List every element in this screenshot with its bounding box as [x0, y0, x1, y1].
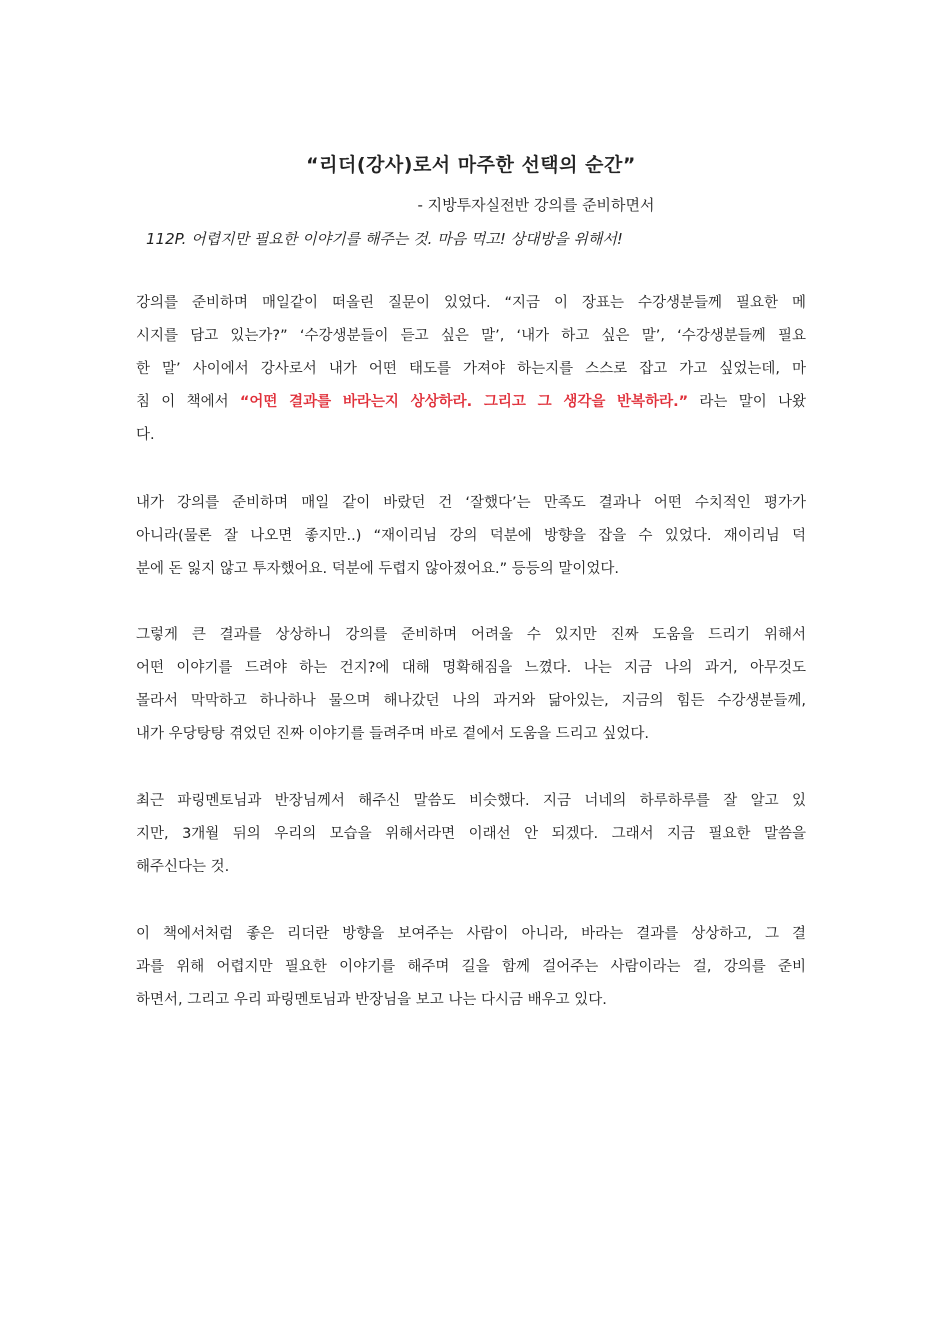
- paragraph-line: 시지를 담고 있는가?” ‘수강생분들이 듣고 싶은 말’, ‘내가 하고 싶은 말’, ‘수강생분들께 필요: [136, 328, 806, 344]
- highlighted-quote: “어떤 결과를 바라는지 상상하라. 그리고 그 생각을 반복하라.”: [239, 394, 689, 410]
- paragraph-line: 아니라(물론 잘 나오면 좋지만..) “재이리님 강의 덕분에 방향을 잡을 수 있었다. 재이리님 덕: [136, 528, 806, 544]
- line-prefix: 침 이 책에서: [136, 394, 240, 410]
- document-subtitle: - 지방투자실전반 강의를 준비하면서: [417, 196, 655, 214]
- paragraph-line: 분에 돈 잃지 않고 투자했어요. 덕분에 두렵지 않아졌어요.” 등등의 말이었다.: [136, 561, 620, 577]
- paragraph-line: 그렇게 큰 결과를 상상하니 강의를 준비하며 어려울 수 있지만 진짜 도움을 드리기 위해서: [136, 627, 806, 643]
- paragraph-3: [136, 619, 806, 751]
- paragraph-line: 하면서, 그리고 우리 파링멘토님과 반장님을 보고 나는 다시금 배우고 있다.: [136, 992, 607, 1008]
- paragraph-line: 과를 위해 어렵지만 필요한 이야기를 해주며 길을 함께 걸어주는 사람이라는 걸, 강의를 준비: [136, 959, 806, 975]
- paragraph-line: 내가 우당탕탕 겪었던 진짜 이야기를 들려주며 바로 곁에서 도움을 드리고 싶었다.: [136, 726, 649, 742]
- document-title: “리더(강사)로서 마주한 선택의 순간”: [306, 154, 636, 176]
- paragraph-4: [136, 785, 806, 884]
- book-quote: 112P. 어렵지만 필요한 이야기를 해주는 것. 마음 먹고! 상대방을 위해서!: [146, 230, 623, 248]
- paragraph-line: 몰라서 막막하고 하나하나 물으며 해나갔던 나의 과거와 닮아있는, 지금의 힘든 수강생분들께,: [136, 693, 806, 709]
- line-suffix: 라는 말이 나왔: [688, 394, 806, 410]
- paragraph-line: 내가 강의를 준비하며 매일 같이 바랐던 건 ‘잘했다’는 만족도 결과나 어떤 수치적인 평가가: [136, 495, 806, 511]
- paragraph-line: 강의를 준비하며 매일같이 떠올린 질문이 있었다. “지금 이 장표는 수강생분들께 필요한 메: [136, 295, 806, 311]
- paragraph-5: [136, 918, 806, 1017]
- paragraph-line: 다.: [136, 427, 155, 443]
- paragraph-line: 한 말’ 사이에서 강사로서 내가 어떤 태도를 가져야 하는지를 스스로 잡고 가고 싶었는데, 마: [136, 361, 806, 377]
- paragraph-line: 해주신다는 것.: [136, 859, 230, 875]
- paragraph-line: 이 책에서처럼 좋은 리더란 방향을 보여주는 사람이 아니라, 바라는 결과를 상상하고, 그 결: [136, 926, 806, 942]
- paragraph-2: [136, 487, 806, 586]
- paragraph-line-with-highlight: [136, 386, 806, 419]
- paragraph-1: [136, 287, 806, 452]
- paragraph-line: 어떤 이야기를 드려야 하는 건지?에 대해 명확해짐을 느꼈다. 나는 지금 나의 과거, 아무것도: [136, 660, 806, 676]
- paragraph-line: 지만, 3개월 뒤의 우리의 모습을 위해서라면 이래선 안 되겠다. 그래서 지금 필요한 말씀을: [136, 826, 806, 842]
- paragraph-line: 최근 파링멘토님과 반장님께서 해주신 말씀도 비슷했다. 지금 너네의 하루하루를 잘 알고 있: [136, 793, 806, 809]
